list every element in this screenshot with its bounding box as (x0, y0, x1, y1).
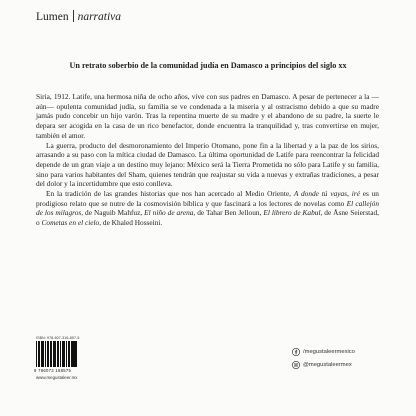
reference-title: El niño de arena (144, 208, 194, 218)
facebook-link[interactable] (292, 348, 355, 356)
reference-title: Cometas en el cielo (41, 218, 100, 228)
collection-name: narrativa (77, 11, 122, 23)
publisher-website[interactable]: www.megustaleer.mx (36, 375, 78, 380)
blurb-text: es un prodigioso relato que se nutre de la cosmovisión bíblica y que fascinará a los lectores de novelas como (36, 189, 379, 208)
blurb (36, 92, 379, 228)
blurb-paragraph-2: La guerra, producto del desmoronamiento del Imperio Otomano, pone fin a la libertad y a la paz de los sirios, arrasando a su paso con la mítica ciudad de Damasco. La última oportunidad de Latife para reencontrar la felicidad depende de un gran viaje a un destino muy lejano: México será la Tierra Prometida no sólo para Latife y su familia, sino para varios habitantes del Sham, quienes tendrán que reajustar su vida a nuevas y extrañas tradiciones, a pesar del dolor y la incertidumbre que esto conlleva. (36, 140, 379, 189)
barcode-digits: 9 786073 168575 (34, 368, 72, 373)
tagline: Un retrato soberbio de la comunidad judía en Damasco a principios del siglo xx (69, 61, 347, 70)
barcode (36, 341, 82, 367)
instagram-icon (292, 361, 300, 369)
blurb-paragraph-1: Siria, 1912. Latife, una hermosa niña de ocho años, vive con sus padres en Damasco. A pesar de pertenecer a la —aún— opulenta comunidad judía, su familia se ve condenada a la miseria y al ostracismo debido a que su madre jamás pudo concebir un hijo varón. Tras la repentina muerte de su madre y el abandono de su padre, la suerte le depara ser acogida en la casa de un rico benefactor, donde encuentra la tranquilidad y, tras convertirse en mujer, también el amor. (36, 92, 379, 140)
book-title: A donde tú vayas, iré (293, 189, 360, 199)
reference-title: El callejón de los milagros (36, 198, 379, 218)
blurb-text: , de Naguib Mahfuz, (81, 208, 145, 218)
blurb-text: En la tradición de las grandes historias que nos han acercado al Medio Oriente, (46, 189, 294, 199)
publisher-name: Lumen (36, 11, 69, 23)
instagram-link[interactable] (292, 361, 352, 369)
instagram-handle: @megustaleermex (303, 362, 352, 368)
brand-divider (73, 10, 74, 22)
facebook-handle: /megustaleermexico (303, 349, 355, 355)
barcode-bar (76, 341, 77, 367)
facebook-icon (292, 348, 300, 356)
blurb-paragraph-3 (36, 189, 379, 228)
reference-title: El librero de Kabul (263, 208, 321, 218)
isbn-label: ISBN: 978-607-316-857-5 (36, 336, 80, 340)
publisher-brand (36, 10, 121, 24)
blurb-text: , de Tahar Ben Jelloun, (193, 208, 264, 218)
blurb-text: , de Åsne Seierstad, o (36, 208, 379, 228)
blurb-text: , de Khaled Hosseini. (99, 218, 163, 228)
